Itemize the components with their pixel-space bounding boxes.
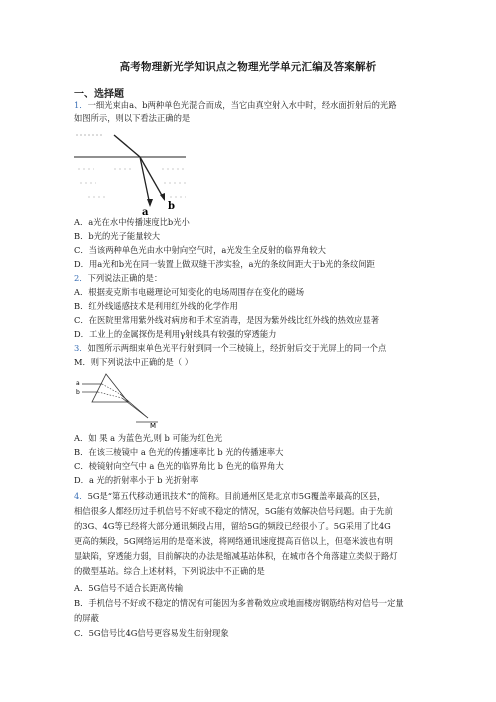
q3-option-c: C．棱镜射向空气中 a 色光的临界角比 b 色光的临界角大 [74, 461, 284, 471]
q2-number: 2． [74, 273, 88, 283]
q3-stem-line1: 3．如图所示两细束单色光平行射到同一个三棱镜上，经折射后交于光屏上的同一个点 [74, 343, 387, 353]
page-title: 高考物理新光学知识点之物理光学单元汇编及答案解析 [119, 61, 377, 73]
section-heading: 一、选择题 [74, 89, 124, 100]
q4-option-b-line1: B．手机信号不好或不稳定的情况有可能因为多普勒效应或地面楼房钢筋结构对信号一定量 [74, 598, 404, 608]
q4-stem-line1: 4．5G是“第五代移动通讯技术”的简称。目前通州区是北京市5G覆盖率最高的区县， [74, 491, 386, 501]
prism [92, 374, 128, 402]
q4-stem-line6: 的微型基站。综合上述材料，下列说法中不正确的是 [74, 566, 265, 576]
q1-number: 1． [74, 100, 88, 110]
fig3-label-a: a [76, 380, 80, 387]
q2-option-b: B．红外线遥感技术是利用红外线的化学作用 [74, 301, 238, 311]
refracted-ray-b [140, 157, 164, 199]
q4-option-c: C．5G信号比4G信号更容易发生衍射现象 [74, 628, 229, 638]
fig1-label-b: b [168, 201, 175, 212]
q2-option-a: A．根据麦克斯韦电磁理论可知变化的电场周围存在变化的磁场 [74, 287, 305, 297]
q4-option-b-line2: 的屏蔽 [74, 613, 99, 623]
incident-ray [114, 135, 140, 157]
q3-option-a: A．如 果 a 为蓝色光,则 b 可能为红色光 [74, 433, 223, 443]
fig1-label-a: a [142, 207, 149, 215]
q3-number: 3． [74, 343, 88, 353]
q3-stem-line2: M．则下列说法中正确的是（ ） [74, 357, 193, 367]
fig3-label-b: b [76, 389, 80, 396]
q3-option-d: D．a 光的折射率小于 b 光折射率 [74, 475, 199, 485]
q3-prism-figure [76, 368, 164, 428]
q4-stem-line3: 的3G、4G等已经将大部分通讯频段占用，留给5G的频段已经很小了。5G采用了比4G [74, 521, 391, 531]
q1-option-b: B．b光的光子能量较大 [74, 231, 161, 241]
refracted-ray-a [140, 157, 150, 205]
q4-number: 4． [74, 491, 88, 501]
q2-stem: 2．下列说法正确的是： [74, 273, 163, 283]
q1-option-a: A．a光在水中传播速度比b光小 [74, 217, 190, 227]
q4-option-a: A．5G信号不适合长距离传输 [74, 583, 184, 593]
q4-stem-line2: 相信很多人都经历过手机信号不好或不稳定的情况，5G能有效解决信号问题。由于先前 [74, 506, 393, 516]
q1-option-c: C．当该两种单色光由水中射向空气时，a光发生全反射的临界角较大 [74, 245, 326, 255]
q4-stem-line4: 更高的频段，5G网络运用的是毫米波，将网络通讯速度提高百倍以上，但毫米波也有明 [74, 536, 393, 546]
fig3-label-m: M [150, 422, 157, 428]
q1-refraction-figure [74, 125, 192, 215]
q2-option-d: D．工业上的金属探伤是利用γ射线具有较强的穿透能力 [74, 329, 277, 339]
q4-stem-line5: 显缺陷，穿透能力弱，目前解决的办法是缩减基站体积，在城市各个角落建立类似于路灯 [74, 551, 398, 561]
q1-stem-line2: 如图所示，则以下看法正确的是 [74, 113, 191, 123]
q1-stem-line1: 1．一细光束由a、b两种单色光混合而成，当它由真空射入水中时，经水面折射后的光路 [74, 100, 397, 110]
q3-option-b: B．在该三棱镜中 a 色光的传播速率比 b 光的传播速率大 [74, 447, 284, 457]
q2-option-c: C．在医院里常用紫外线对病房和手术室消毒，是因为紫外线比红外线的热效应显著 [74, 315, 380, 325]
q1-option-d: D．用a光和b光在同一装置上做双缝干涉实验，a光的条纹间距大于b光的条纹间距 [74, 259, 375, 269]
